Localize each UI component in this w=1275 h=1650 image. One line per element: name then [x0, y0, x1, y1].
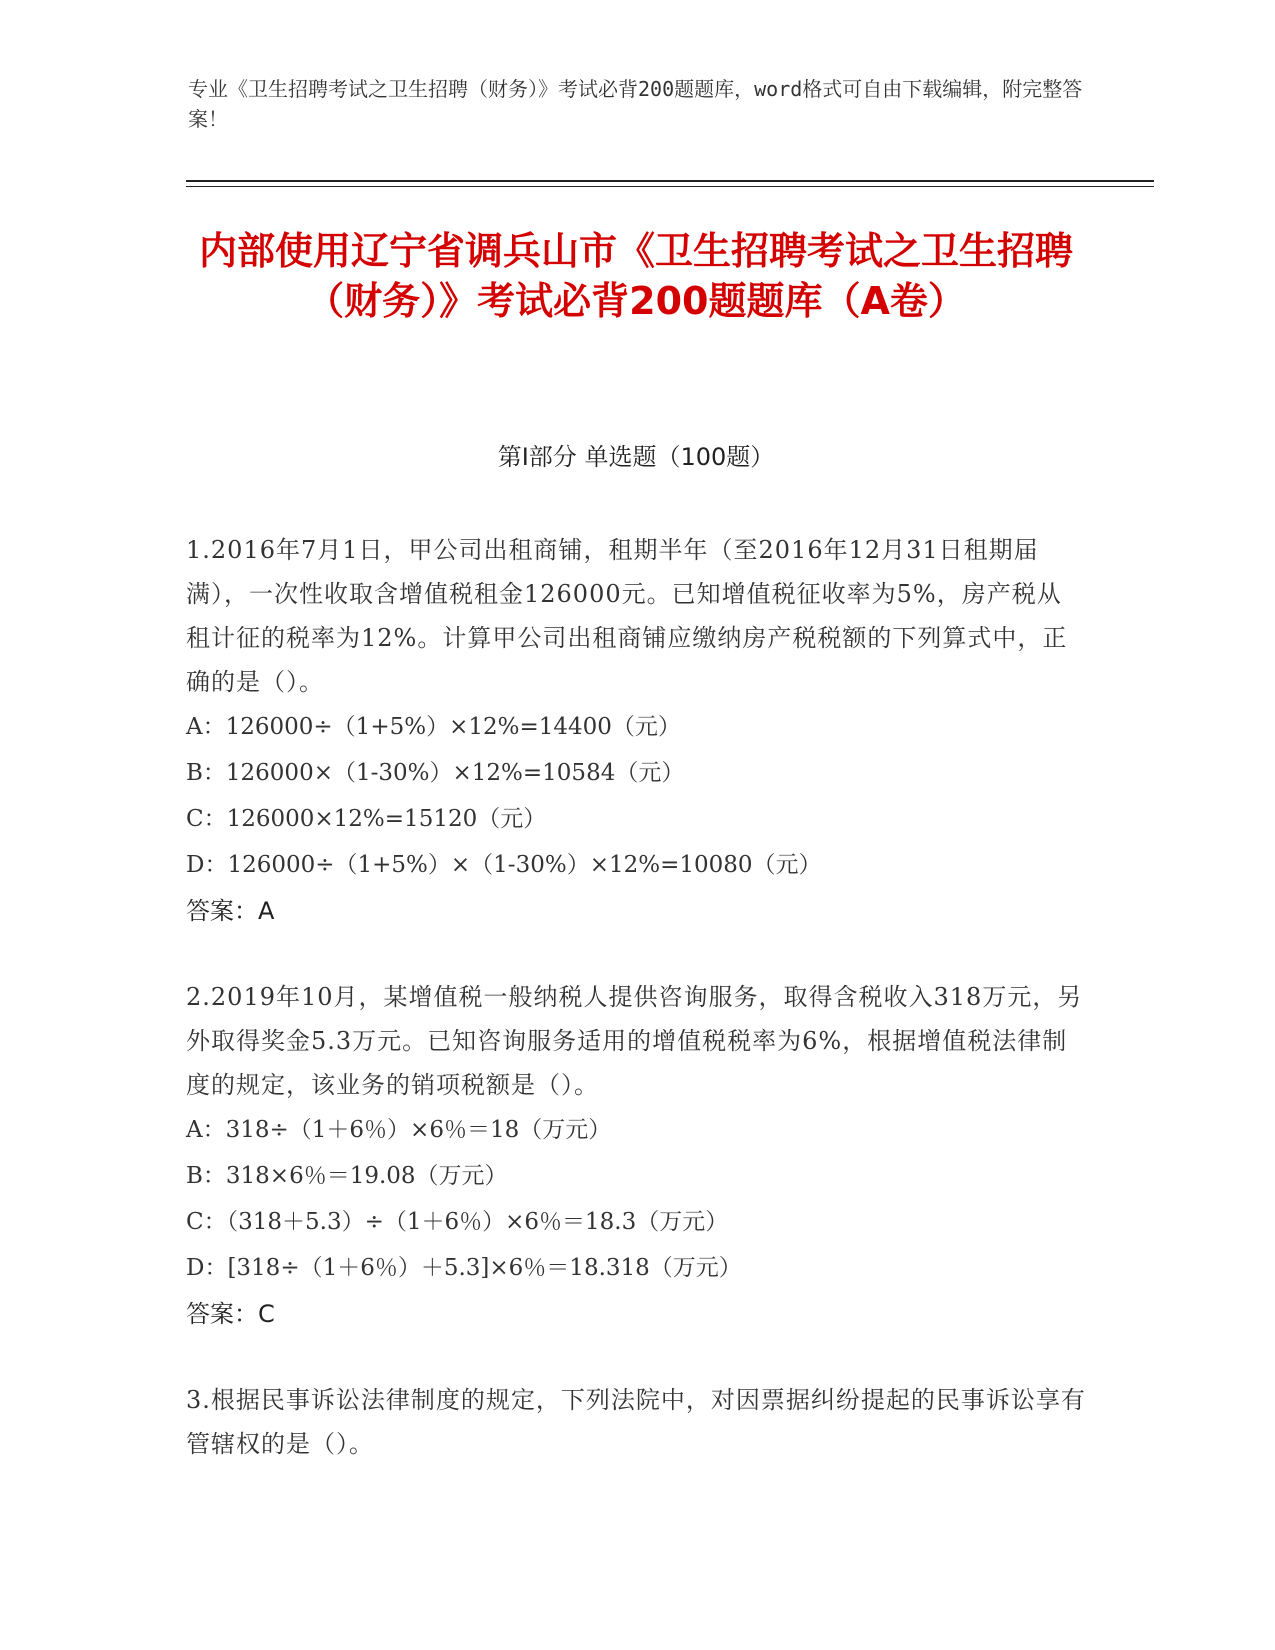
- question-stem: 3.根据民事诉讼法律制度的规定，下列法院中，对因票据纠纷提起的民事诉讼享有管辖权的是（）。: [186, 1386, 1086, 1458]
- header-note: 专业《卫生招聘考试之卫生招聘（财务）》考试必背200题题库，word格式可自由下载编辑，附完整答案！: [188, 77, 1083, 131]
- question-1: [186, 528, 1086, 934]
- question-stem: 2.2019年10月，某增值税一般纳税人提供咨询服务，取得含税收入318万元，另外取得奖金5.3万元。已知咨询服务适用的增值税税率为6%，根据增值税法律制度的规定，该业务的销项税额是（）。: [186, 983, 1083, 1099]
- option-b: B：126000×（1-30%）×12%=10584（元）: [186, 760, 685, 786]
- option-b: B：318×6％＝19.08（万元）: [186, 1163, 508, 1189]
- header-divider-thin: [186, 186, 1154, 187]
- question-2: [186, 975, 1086, 1337]
- answer: 答案：C: [186, 1300, 275, 1328]
- question-stem: 1.2016年7月1日，甲公司出租商铺，租期半年（至2016年12月31日租期届满），一次性收取含增值税租金126000元。已知增值税征收率为5%，房产税从租计征的税率为12%。计算甲公司出租商铺应缴纳房产税税额的下列算式中，正确的是（）。: [186, 536, 1068, 696]
- option-c: C：126000×12%=15120（元）: [186, 806, 547, 832]
- option-d: D：126000÷（1+5%）×（1-30%）×12%=10080（元）: [186, 852, 822, 878]
- option-c: C：（318＋5.3）÷（1＋6％）×6％＝18.3（万元）: [186, 1209, 729, 1235]
- header-divider-thick: [186, 180, 1154, 182]
- option-d: D：[318÷（1＋6％）＋5.3]×6％＝18.318（万元）: [186, 1255, 742, 1281]
- question-3: [186, 1378, 1086, 1466]
- answer: 答案：A: [186, 897, 275, 925]
- section-heading: 第Ⅰ部分 单选题（100题）: [497, 443, 775, 471]
- option-a: A：126000÷（1+5%）×12%=14400（元）: [186, 714, 681, 740]
- document-title: 内部使用辽宁省调兵山市《卫生招聘考试之卫生招聘（财务）》考试必背200题题库（A卷）: [198, 229, 1073, 323]
- option-a: A：318÷（1＋6％）×6％＝18（万元）: [186, 1117, 612, 1143]
